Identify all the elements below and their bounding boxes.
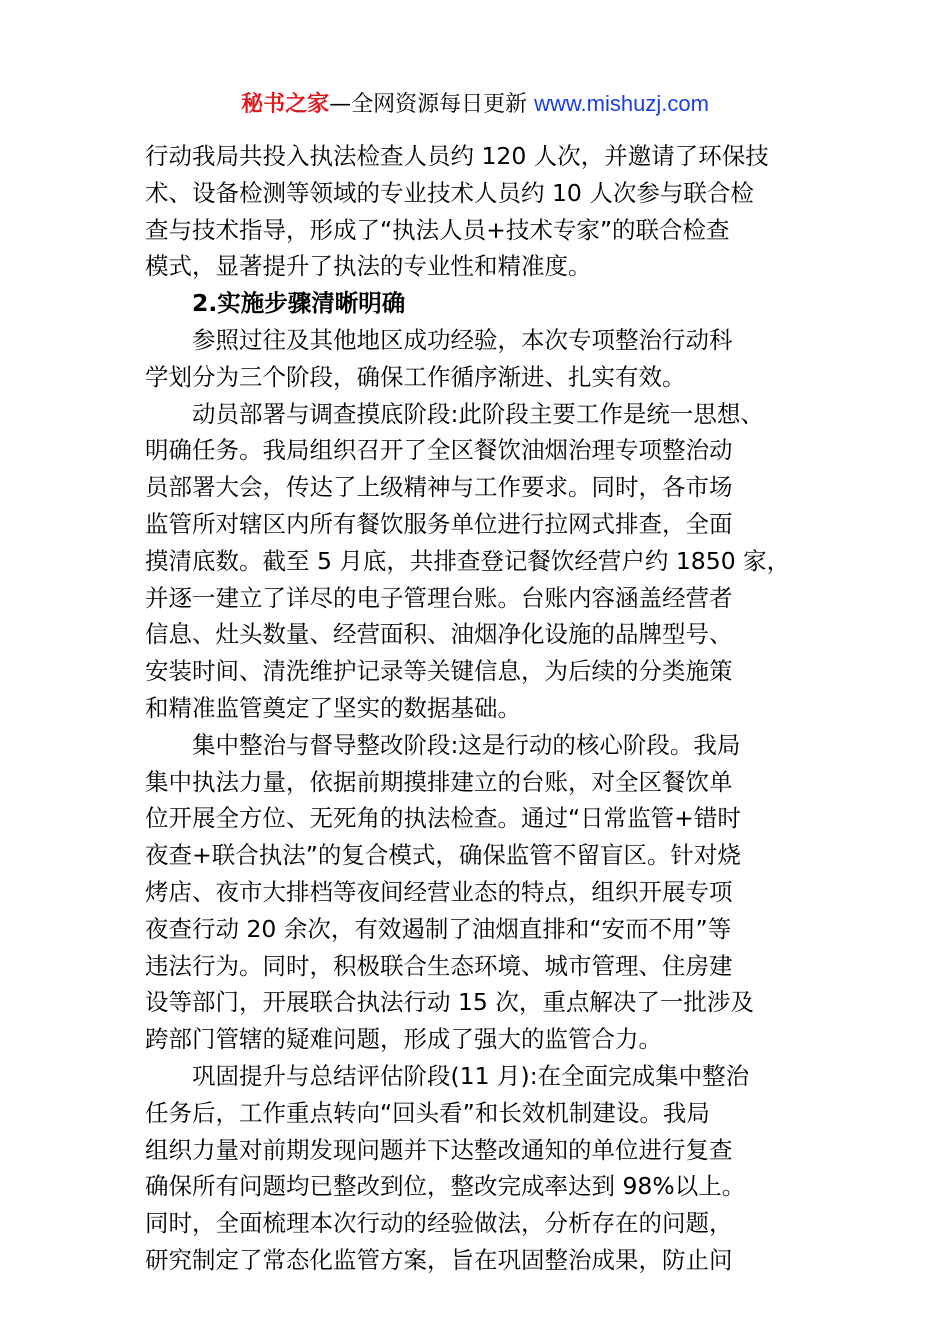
text-line: 查与技术指导，形成了“执法人员+技术专家”的联合检查 <box>145 215 730 244</box>
text-line: 违法行为。同时，积极联合生态环境、城市管理、住房建 <box>145 951 733 980</box>
text-line: 任务后，工作重点转向“回头看”和长效机制建设。我局 <box>145 1098 710 1127</box>
text-line: 位开展全方位、无死角的执法检查。通过“日常监管+错时 <box>145 804 741 833</box>
text-line: 烤店、夜市大排档等夜间经营业态的特点，组织开展专项 <box>145 877 733 906</box>
paragraph-start: 动员部署与调查摸底阶段:此阶段主要工作是统一思想、 <box>192 399 764 428</box>
text-line: 同时，全面梳理本次行动的经验做法，分析存在的问题， <box>145 1209 733 1238</box>
text-line: 信息、灶头数量、经营面积、油烟净化设施的品牌型号、 <box>145 620 733 649</box>
text-line: 和精准监管奠定了坚实的数据基础。 <box>145 693 521 722</box>
brand-name: 秘书之家 <box>241 92 330 117</box>
text-line: 夜查+联合执法”的复合模式，确保监管不留盲区。针对烧 <box>145 841 741 870</box>
text-line: 摸清底数。截至 5 月底，共排查登记餐饮经营户约 1850 家， <box>145 546 791 575</box>
text-line: 设等部门，开展联合执法行动 15 次，重点解决了一批涉及 <box>145 988 754 1017</box>
text-line: 安装时间、清洗维护记录等关键信息，为后续的分类施策 <box>145 657 733 686</box>
text-line: 并逐一建立了详尽的电子管理台账。台账内容涵盖经营者 <box>145 583 733 612</box>
text-line: 监管所对辖区内所有餐饮服务单位进行拉网式排查，全面 <box>145 509 733 538</box>
paragraph-start: 参照过往及其他地区成功经验，本次专项整治行动科 <box>192 325 733 354</box>
text-line: 术、设备检测等领域的专业技术人员约 10 人次参与联合检 <box>145 178 754 207</box>
text-line: 学划分为三个阶段，确保工作循序渐进、扎实有效。 <box>145 362 686 391</box>
text-line: 明确任务。我局组织召开了全区餐饮油烟治理专项整治动 <box>145 436 733 465</box>
text-line: 夜查行动 20 余次，有效遏制了油烟直排和“安而不用”等 <box>145 914 732 943</box>
text-line: 研究制定了常态化监管方案，旨在巩固整治成果，防止问 <box>145 1245 733 1274</box>
text-line: 模式，显著提升了执法的专业性和精准度。 <box>145 252 592 281</box>
document-body <box>145 138 835 1279</box>
text-line: 跨部门管辖的疑难问题，形成了强大的监管合力。 <box>145 1025 662 1054</box>
site-url-link[interactable]: www.mishuzj.com <box>534 91 709 116</box>
text-line: 行动我局共投入执法检查人员约 120 人次，并邀请了环保技 <box>145 142 769 170</box>
header-tagline: —全网资源每日更新 <box>329 92 535 117</box>
text-line: 确保所有问题均已整改到位，整改完成率达到 98%以上。 <box>145 1172 746 1201</box>
text-line: 集中执法力量，依据前期摸排建立的台账，对全区餐饮单 <box>145 767 733 796</box>
section-heading: 2.实施步骤清晰明确 <box>192 289 406 318</box>
paragraph-start: 集中整治与督导整改阶段:这是行动的核心阶段。我局 <box>192 730 741 759</box>
text-line: 组织力量对前期发现问题并下达整改通知的单位进行复查 <box>145 1135 733 1164</box>
text-line: 员部署大会，传达了上级精神与工作要求。同时，各市场 <box>145 473 733 502</box>
page-header <box>0 88 950 121</box>
paragraph-start: 巩固提升与总结评估阶段(11 月):在全面完成集中整治 <box>192 1061 750 1090</box>
